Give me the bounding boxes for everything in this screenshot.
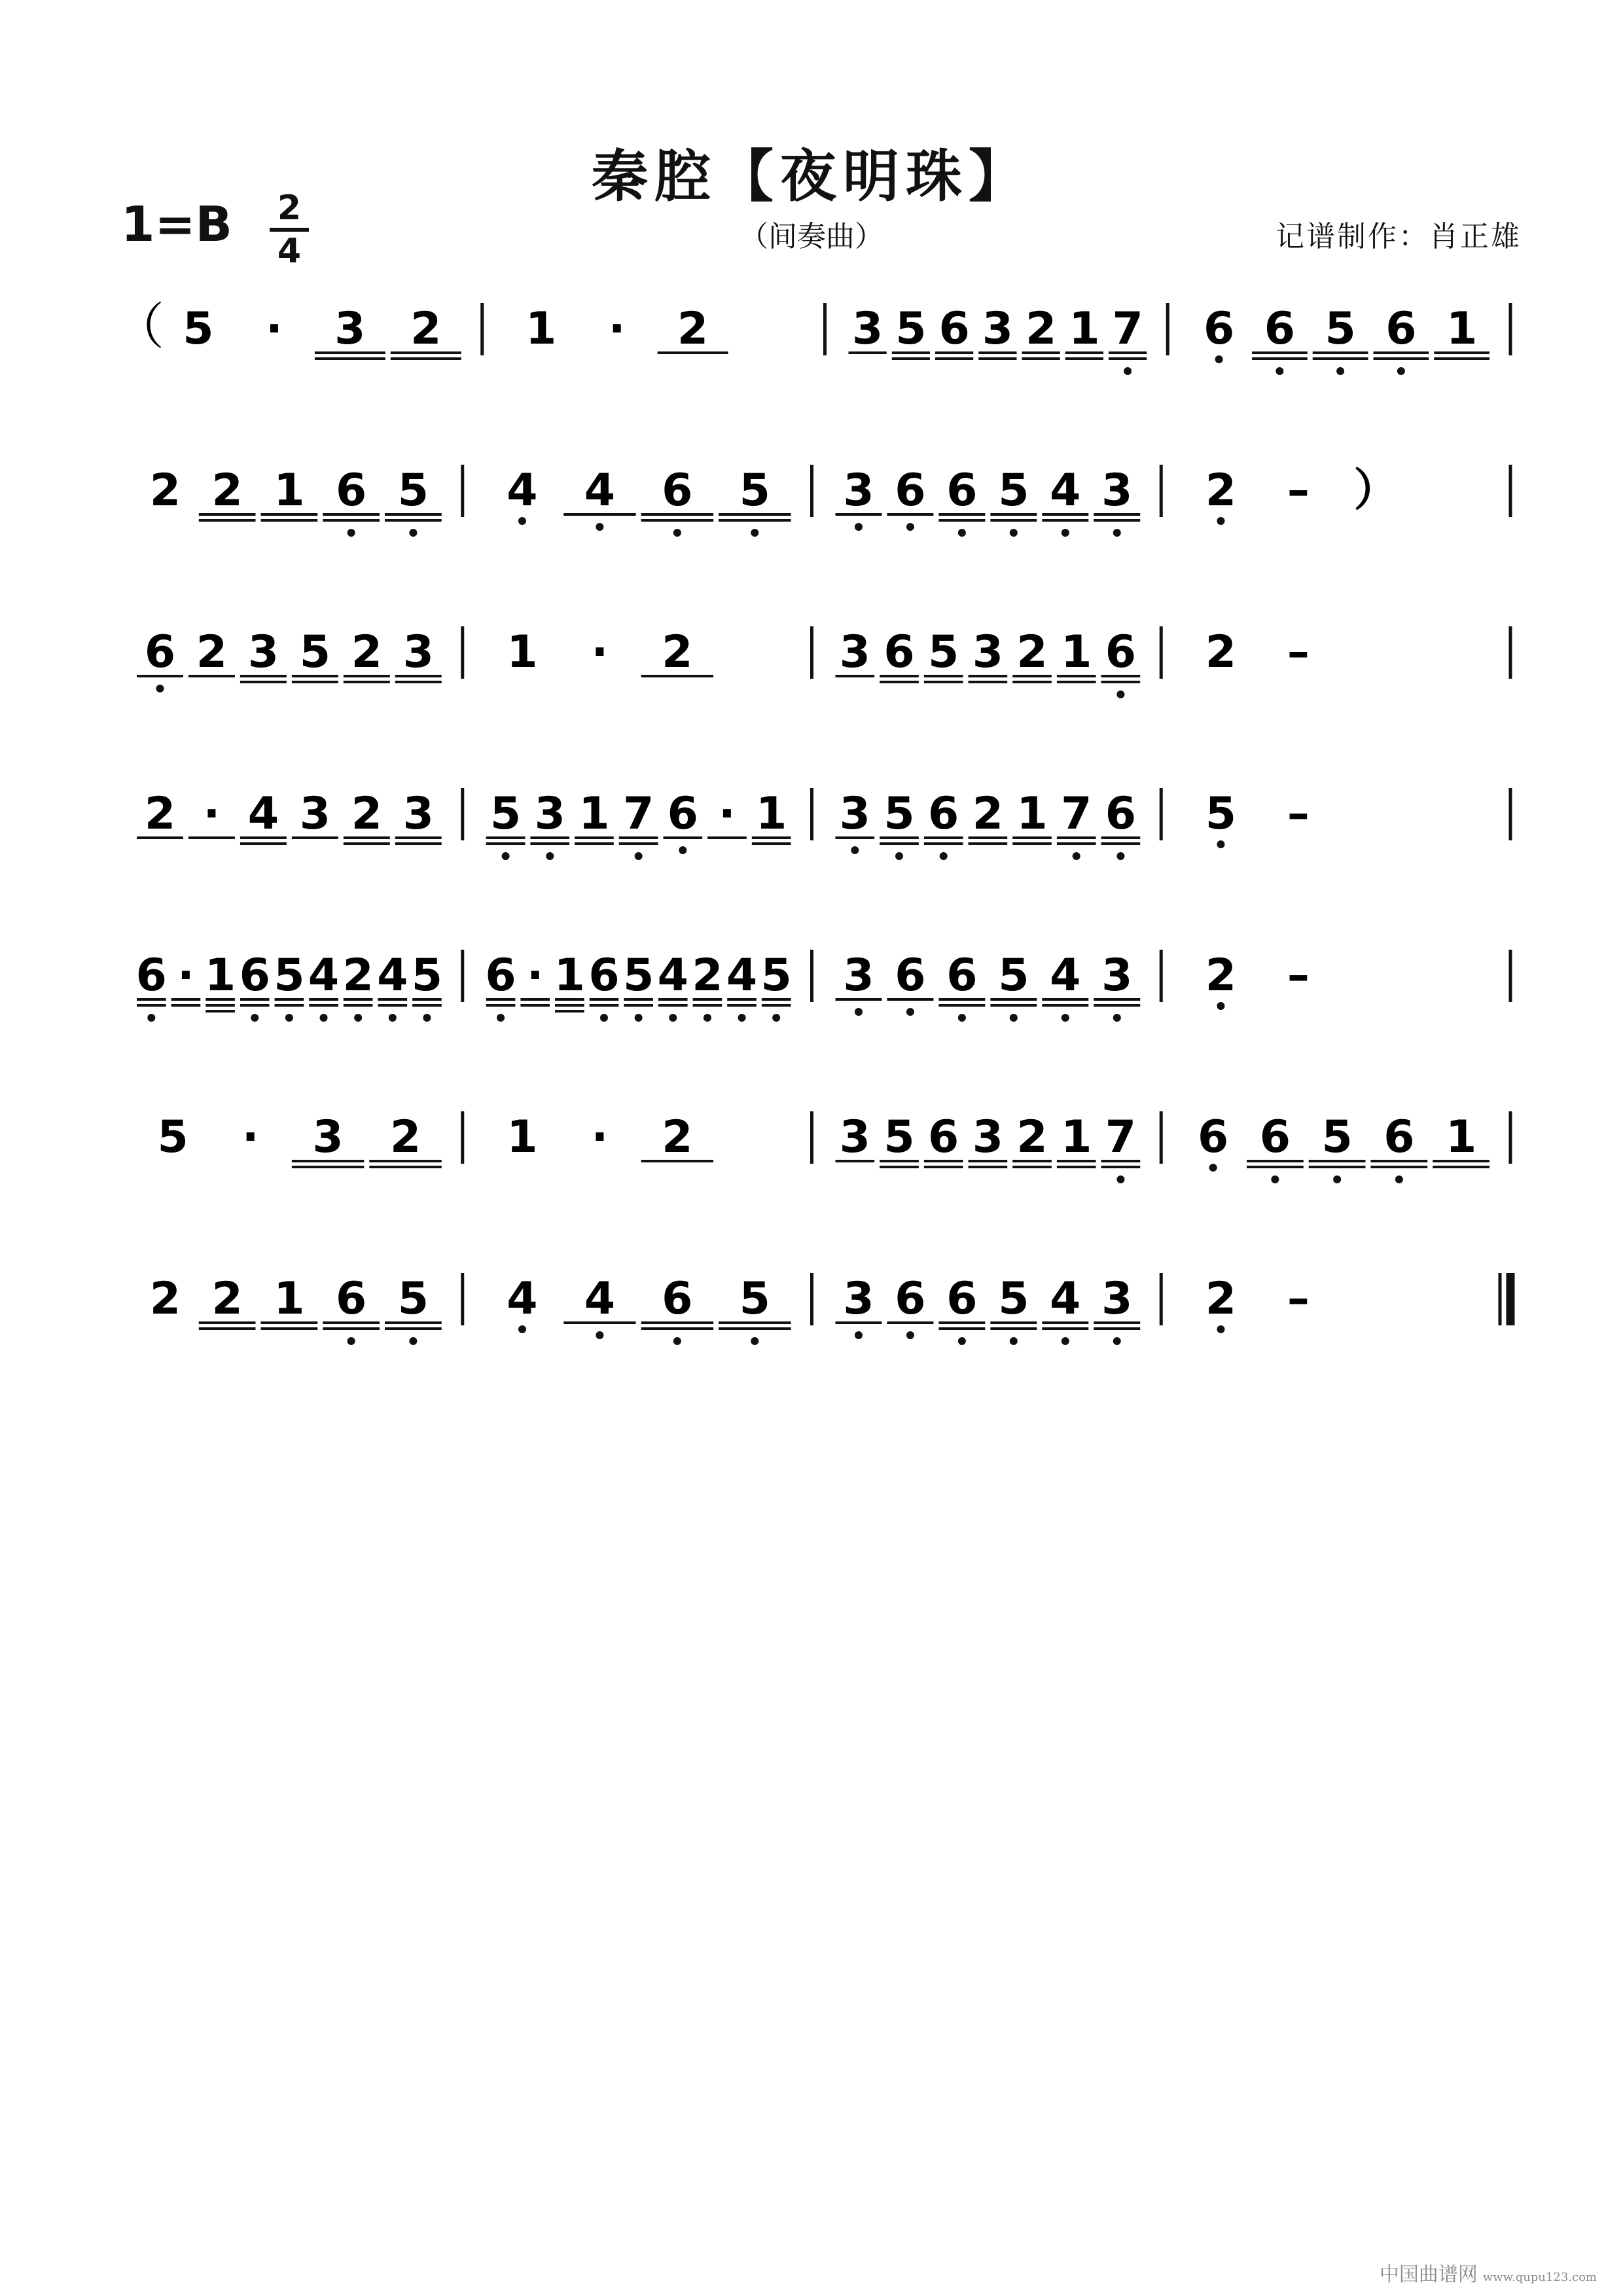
note: 2 bbox=[1205, 1273, 1237, 1325]
octave-dot-low bbox=[1333, 1175, 1341, 1183]
note: 5 bbox=[883, 788, 915, 840]
note: 2 bbox=[410, 303, 442, 355]
note: – bbox=[1287, 626, 1310, 678]
note: 3 bbox=[839, 626, 871, 678]
note: 5 bbox=[760, 950, 792, 1001]
note: 5 bbox=[157, 1111, 188, 1163]
score-subtitle: （间奏曲） bbox=[740, 220, 883, 253]
note: 6 bbox=[1203, 303, 1235, 355]
note: 5 bbox=[1321, 1111, 1353, 1163]
note: 5 bbox=[998, 1273, 1029, 1325]
note: 3 bbox=[534, 788, 565, 840]
watermark-logo-text: 中国曲谱网 bbox=[1379, 2263, 1478, 2286]
note: 3 bbox=[334, 303, 366, 355]
note: 6 bbox=[1105, 788, 1137, 840]
note: 2 bbox=[149, 465, 181, 516]
octave-dot-low bbox=[958, 1014, 966, 1022]
octave-dot-low bbox=[958, 529, 966, 537]
note: 5 bbox=[998, 465, 1029, 516]
note: 3 bbox=[1101, 1273, 1133, 1325]
note: 2 bbox=[144, 788, 176, 840]
octave-dot-low bbox=[423, 1014, 431, 1022]
octave-dot-low bbox=[596, 523, 603, 531]
note: · bbox=[591, 626, 609, 678]
octave-dot-low bbox=[1397, 367, 1405, 375]
note: 2 bbox=[1016, 626, 1048, 678]
note: 6 bbox=[485, 950, 516, 1001]
octave-dot-low bbox=[1217, 1002, 1224, 1010]
note: 4 bbox=[1050, 465, 1081, 516]
note: 3 bbox=[972, 626, 1004, 678]
note: 2 bbox=[211, 465, 243, 516]
note: – bbox=[1287, 788, 1310, 840]
note: 2 bbox=[149, 1273, 181, 1325]
octave-dot-low bbox=[940, 852, 948, 860]
note: 6 bbox=[1264, 303, 1296, 355]
octave-dot-low bbox=[1113, 1014, 1121, 1022]
octave-dot-low bbox=[1336, 367, 1344, 375]
note: 5 bbox=[397, 465, 429, 516]
octave-dot-low bbox=[389, 1014, 397, 1022]
octave-dot-low bbox=[751, 529, 758, 537]
note: 3 bbox=[1101, 465, 1133, 516]
octave-dot-low bbox=[673, 1337, 681, 1345]
octave-dot-low bbox=[1010, 1337, 1018, 1345]
note: 3 bbox=[972, 1111, 1004, 1163]
note: 3 bbox=[851, 303, 883, 355]
note: 7 bbox=[622, 788, 654, 840]
note: 5 bbox=[895, 303, 927, 355]
octave-dot-low bbox=[600, 1014, 608, 1022]
note: 4 bbox=[657, 950, 688, 1001]
note: 1 bbox=[579, 788, 610, 840]
octave-dot-low bbox=[1275, 367, 1283, 375]
octave-dot-low bbox=[546, 852, 554, 860]
octave-dot-low bbox=[1217, 1325, 1224, 1333]
octave-dot-low bbox=[1116, 852, 1124, 860]
note: 6 bbox=[946, 1273, 978, 1325]
note: 1 bbox=[1069, 303, 1100, 355]
octave-dot-low bbox=[1116, 1175, 1124, 1183]
octave-dot-low bbox=[669, 1014, 677, 1022]
time-signature-denominator: 4 bbox=[277, 232, 302, 271]
octave-dot-low bbox=[1395, 1175, 1403, 1183]
octave-dot-low bbox=[673, 529, 681, 537]
note: 3 bbox=[402, 626, 434, 678]
note: 3 bbox=[843, 465, 874, 516]
note: 7 bbox=[1105, 1111, 1137, 1163]
octave-dot-low bbox=[518, 517, 526, 525]
note: 7 bbox=[1061, 788, 1092, 840]
note: 4 bbox=[377, 950, 408, 1001]
octave-dot-low bbox=[1113, 529, 1121, 537]
octave-dot-low bbox=[409, 1337, 417, 1345]
note: 7 bbox=[1112, 303, 1143, 355]
octave-dot-low bbox=[906, 523, 914, 531]
octave-dot-low bbox=[251, 1014, 259, 1022]
note: 1 bbox=[507, 626, 538, 678]
octave-dot-low bbox=[1209, 1164, 1217, 1172]
note: 5 bbox=[1205, 788, 1237, 840]
note: 6 bbox=[1385, 303, 1417, 355]
note: 3 bbox=[843, 950, 874, 1001]
octave-dot-low bbox=[1124, 367, 1132, 375]
note: 4 bbox=[308, 950, 340, 1001]
octave-dot-low bbox=[1271, 1175, 1279, 1183]
note: 4 bbox=[247, 788, 279, 840]
octave-dot-low bbox=[502, 852, 510, 860]
octave-dot-low bbox=[751, 1337, 758, 1345]
note: 6 bbox=[144, 626, 176, 678]
octave-dot-low bbox=[1010, 1014, 1018, 1022]
note: 1 bbox=[274, 465, 305, 516]
note: 6 bbox=[135, 950, 167, 1001]
octave-dot-low bbox=[635, 852, 643, 860]
note: 5 bbox=[1325, 303, 1356, 355]
score-title: 秦腔【夜明珠】 bbox=[592, 143, 1031, 209]
note: · bbox=[177, 950, 194, 1001]
note: 5 bbox=[183, 303, 214, 355]
octave-dot-low bbox=[156, 685, 164, 692]
note: 4 bbox=[1050, 950, 1081, 1001]
transcriber-credit: 记谱制作：肖正雄 bbox=[1275, 220, 1522, 253]
note: 2 bbox=[677, 303, 709, 355]
note: 6 bbox=[335, 465, 367, 516]
note: 5 bbox=[397, 1273, 429, 1325]
note: 1 bbox=[204, 950, 236, 1001]
octave-dot-low bbox=[596, 1331, 603, 1339]
note: 5 bbox=[739, 465, 770, 516]
octave-dot-low bbox=[497, 1014, 505, 1022]
open-parenthesis: （ bbox=[115, 297, 164, 355]
note: 2 bbox=[342, 950, 374, 1001]
note: 2 bbox=[211, 1273, 243, 1325]
octave-dot-low bbox=[855, 1008, 863, 1016]
note: 4 bbox=[507, 1273, 538, 1325]
watermark-url: www.qupu123.com bbox=[1482, 2270, 1597, 2284]
note: 6 bbox=[895, 1273, 926, 1325]
note: 1 bbox=[1445, 1111, 1477, 1163]
note: 4 bbox=[726, 950, 758, 1001]
note: 6 bbox=[928, 788, 959, 840]
note: · bbox=[591, 1111, 609, 1163]
octave-dot-low bbox=[1113, 1337, 1121, 1345]
note: – bbox=[1287, 1273, 1310, 1325]
note: 1 bbox=[1016, 788, 1048, 840]
note: 6 bbox=[662, 465, 693, 516]
note: 1 bbox=[755, 788, 787, 840]
site-watermark bbox=[1380, 2258, 1597, 2287]
note: 6 bbox=[895, 465, 926, 516]
note: 3 bbox=[843, 1273, 874, 1325]
octave-dot-low bbox=[320, 1014, 328, 1022]
octave-dot-low bbox=[1061, 1014, 1069, 1022]
note: 6 bbox=[667, 788, 698, 840]
note: 1 bbox=[1446, 303, 1478, 355]
time-signature-numerator: 2 bbox=[277, 188, 302, 228]
note: 5 bbox=[299, 626, 331, 678]
octave-dot-low bbox=[409, 529, 417, 537]
note: 4 bbox=[584, 1273, 616, 1325]
note: 6 bbox=[335, 1273, 367, 1325]
note: 6 bbox=[946, 465, 978, 516]
note: 6 bbox=[239, 950, 270, 1001]
octave-dot-low bbox=[1217, 517, 1224, 525]
note: 4 bbox=[1050, 1273, 1081, 1325]
note: ） bbox=[1353, 465, 1399, 516]
note: 5 bbox=[883, 1111, 915, 1163]
note: 5 bbox=[928, 626, 959, 678]
note: 3 bbox=[247, 626, 279, 678]
note: 1 bbox=[507, 1111, 538, 1163]
note: 2 bbox=[1205, 465, 1237, 516]
octave-dot-low bbox=[1217, 840, 1224, 848]
key-signature: 1=B bbox=[121, 196, 232, 253]
octave-dot-low bbox=[704, 1014, 711, 1022]
note: 2 bbox=[1025, 303, 1057, 355]
octave-dot-low bbox=[1073, 852, 1080, 860]
note: 5 bbox=[274, 950, 305, 1001]
note: 6 bbox=[1105, 626, 1137, 678]
note: 6 bbox=[662, 1273, 693, 1325]
note: 5 bbox=[490, 788, 522, 840]
note: 3 bbox=[299, 788, 331, 840]
note: – bbox=[1287, 465, 1310, 516]
note: 1 bbox=[274, 1273, 305, 1325]
note: 5 bbox=[622, 950, 654, 1001]
note: 4 bbox=[507, 465, 538, 516]
note: 6 bbox=[928, 1111, 959, 1163]
note: 6 bbox=[1197, 1111, 1229, 1163]
note: 5 bbox=[739, 1273, 770, 1325]
note: · bbox=[719, 788, 736, 840]
octave-dot-low bbox=[354, 1014, 362, 1022]
note: 2 bbox=[351, 626, 382, 678]
octave-dot-low bbox=[285, 1014, 293, 1022]
octave-dot-low bbox=[635, 1014, 643, 1022]
note: 6 bbox=[895, 950, 926, 1001]
note: 6 bbox=[1259, 1111, 1291, 1163]
note: 3 bbox=[982, 303, 1014, 355]
note: 1 bbox=[526, 303, 557, 355]
note: 1 bbox=[1061, 1111, 1092, 1163]
note: 5 bbox=[411, 950, 443, 1001]
octave-dot-low bbox=[679, 846, 687, 854]
octave-dot-low bbox=[518, 1325, 526, 1333]
octave-dot-low bbox=[772, 1014, 780, 1022]
note: 2 bbox=[389, 1111, 421, 1163]
octave-dot-low bbox=[1116, 691, 1124, 698]
note: 2 bbox=[1205, 950, 1237, 1001]
note: 6 bbox=[883, 626, 915, 678]
note: 6 bbox=[938, 303, 970, 355]
octave-dot-low bbox=[895, 852, 903, 860]
octave-dot-low bbox=[738, 1014, 746, 1022]
octave-dot-low bbox=[855, 523, 863, 531]
octave-dot-low bbox=[348, 1337, 355, 1345]
note: · bbox=[526, 950, 544, 1001]
note: 2 bbox=[972, 788, 1004, 840]
octave-dot-low bbox=[906, 1331, 914, 1339]
octave-dot-low bbox=[1061, 529, 1069, 537]
note: 2 bbox=[1205, 626, 1237, 678]
note: 5 bbox=[998, 950, 1029, 1001]
note: 2 bbox=[662, 626, 693, 678]
note: – bbox=[1287, 950, 1310, 1001]
note: 1 bbox=[554, 950, 586, 1001]
octave-dot-low bbox=[348, 529, 355, 537]
note: 6 bbox=[946, 950, 978, 1001]
note: 2 bbox=[351, 788, 382, 840]
note: 3 bbox=[839, 1111, 871, 1163]
note: 2 bbox=[1016, 1111, 1048, 1163]
octave-dot-low bbox=[851, 846, 859, 854]
octave-dot-low bbox=[958, 1337, 966, 1345]
note: 1 bbox=[1061, 626, 1092, 678]
note: · bbox=[203, 788, 221, 840]
note: 3 bbox=[1101, 950, 1133, 1001]
octave-dot-low bbox=[855, 1331, 863, 1339]
note: 2 bbox=[692, 950, 723, 1001]
note: 2 bbox=[196, 626, 228, 678]
octave-dot-low bbox=[1010, 529, 1018, 537]
note: 3 bbox=[839, 788, 871, 840]
octave-dot-low bbox=[147, 1014, 155, 1022]
octave-dot-low bbox=[1061, 1337, 1069, 1345]
note: 2 bbox=[662, 1111, 693, 1163]
note: · bbox=[608, 303, 626, 355]
octave-dot-low bbox=[906, 1008, 914, 1016]
note: 3 bbox=[402, 788, 434, 840]
note: 3 bbox=[312, 1111, 344, 1163]
note: 6 bbox=[1383, 1111, 1415, 1163]
note: 4 bbox=[584, 465, 616, 516]
note: · bbox=[241, 1111, 259, 1163]
octave-dot-low bbox=[1215, 355, 1223, 363]
note: · bbox=[265, 303, 283, 355]
note: 6 bbox=[588, 950, 620, 1001]
